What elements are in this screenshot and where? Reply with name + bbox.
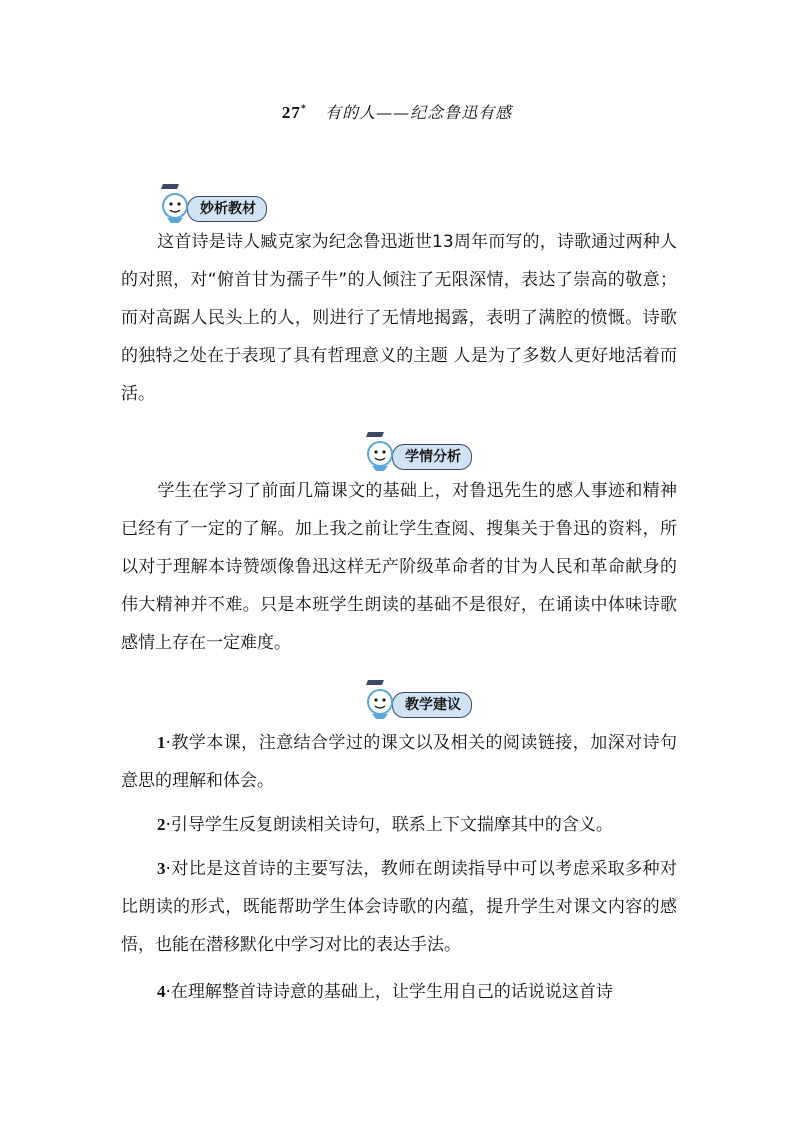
list-item: 3·对比是这首诗的主要写法，教师在朗读指导中可以考虑采取多种对比朗读的形式，既能帮助学生体会诗歌的内蕴，提升学生对课文内容的感悟，也能在潜移默化中学习对比的表达手法。: [121, 859, 677, 955]
analysis-paragraph: 这首诗是诗人臧克家为纪念鲁迅逝世13周年而写的，诗歌通过两种人的对照，对“俯首甘为孺子牛”的人倾注了无限深情，表达了崇高的敬意；而对高踞人民头上的人，则进行了无情地揭露，表明了满腔的愤慨。诗歌的独特之处在于表现了具有哲理意义的主题 人是为了多数人更好地活着而活。: [121, 232, 677, 404]
list-item: 1·教学本课，注意结合学过的课文以及相关的阅读链接，加深对诗句意思的理解和体会。: [121, 733, 677, 791]
lesson-number: 27*: [281, 103, 307, 122]
students-paragraph: 学生在学习了前面几篇课文的基础上，对鲁迅先生的感人事迹和精神已经有了一定的了解。加上我之前让学生查阅、搜集关于鲁迅的资料，所以对于理解本诗赞颂像鲁迅这样无产阶级革命者的甘为人民和革命献身的伟大精神并不难。只是本班学生朗读的基础不是很好，在诵读中体味诗歌感情上存在一定难度。: [121, 481, 677, 653]
lesson-title-text: 有的人——纪念鲁迅有感: [325, 103, 513, 122]
list-item: 2·引导学生反复朗读相关诗句，联系上下文揣摩其中的含义。: [157, 815, 613, 835]
page-title: [0, 100, 794, 123]
section-badge-analysis: [157, 180, 267, 224]
section-label: 妙析教材: [187, 196, 267, 222]
mascot-pencil-icon: [362, 676, 398, 720]
section-badge-students: [362, 428, 472, 472]
section-badge-suggestions: [362, 676, 472, 720]
mascot-pencil-icon: [362, 428, 398, 472]
section-label: 学情分析: [392, 444, 472, 470]
section-label: 教学建议: [392, 692, 472, 718]
mascot-pencil-icon: [157, 180, 193, 224]
list-item: 4·在理解整首诗诗意的基础上，让学生用自己的话说说这首诗: [157, 982, 613, 1002]
